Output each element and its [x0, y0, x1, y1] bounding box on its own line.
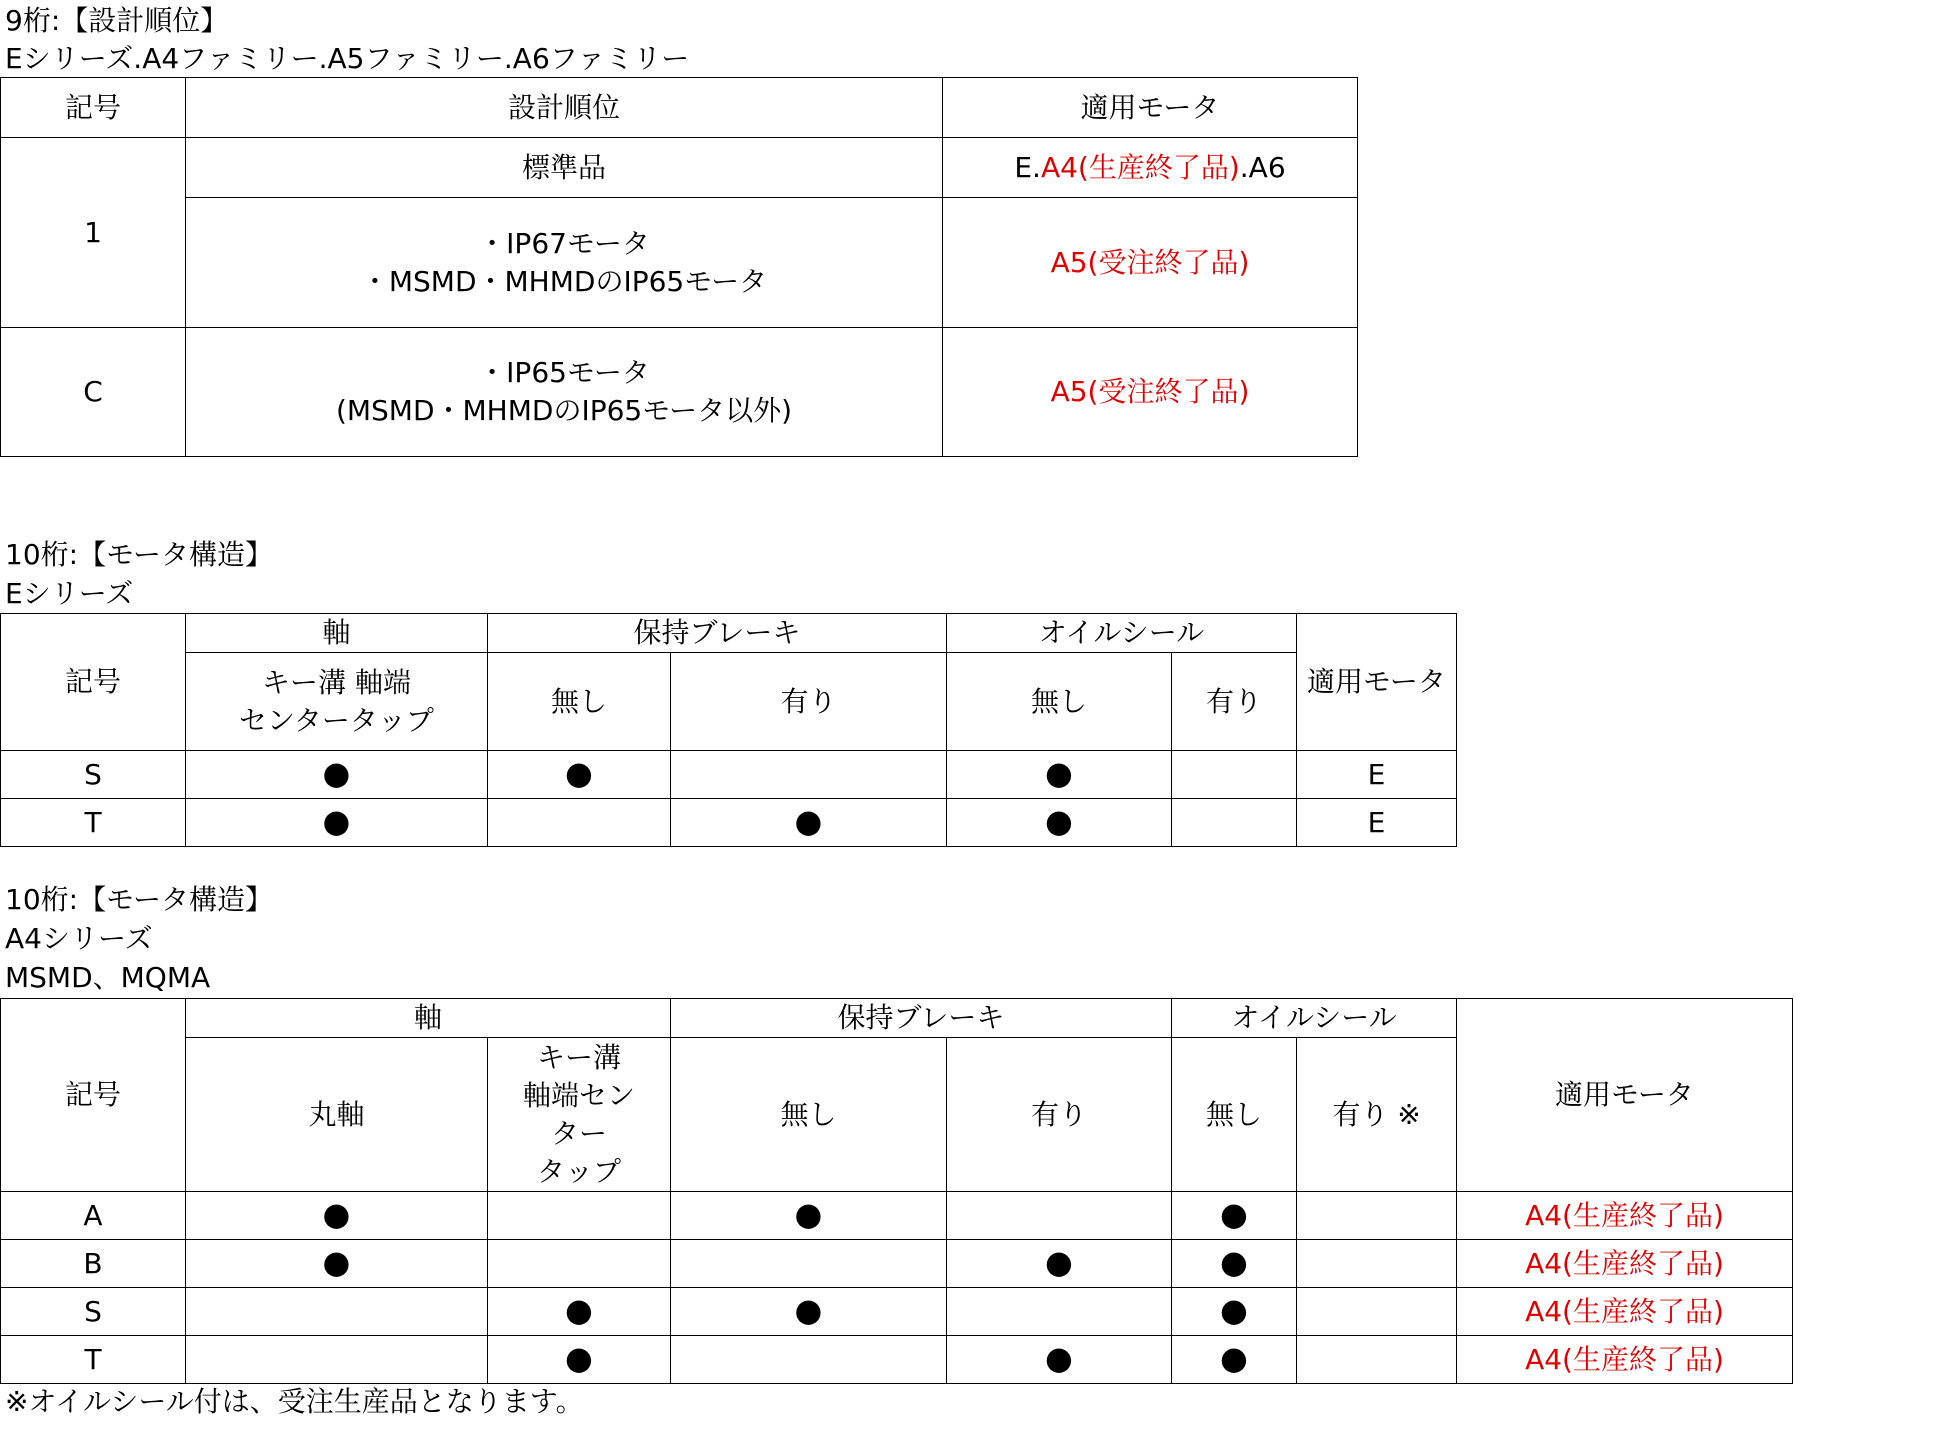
motor-cell: A4(生産終了品)	[1457, 1288, 1793, 1336]
table-row	[1, 1192, 1793, 1240]
section1-subtitle: Eシリーズ.A4ファミリー.A5ファミリー.A6ファミリー	[5, 42, 690, 75]
shaft-key-cell: ●	[186, 799, 488, 847]
brake-yes-cell	[671, 751, 947, 799]
symbol-cell: S	[1, 751, 186, 799]
brake-no-cell: ●	[488, 751, 671, 799]
header-oil-yes: 有り	[1172, 653, 1297, 751]
header-brake: 保持ブレーキ	[671, 999, 1172, 1038]
shaft-key-cell: ●	[186, 751, 488, 799]
header-shaft: 軸	[186, 999, 671, 1038]
header-brake-no: 無し	[671, 1038, 947, 1192]
header-brake-yes: 有り	[671, 653, 947, 751]
shaft-key-cell	[488, 1192, 671, 1240]
oil-no-cell: ●	[1172, 1192, 1297, 1240]
oil-yes-cell	[1297, 1240, 1457, 1288]
header-brake-no: 無し	[488, 653, 671, 751]
header-oil-no: 無し	[1172, 1038, 1297, 1192]
motor-cell: E	[1297, 799, 1457, 847]
section2-subtitle: Eシリーズ	[5, 577, 134, 610]
header-motor: 適用モータ	[943, 78, 1358, 138]
motor-cell: A4(生産終了品)	[1457, 1192, 1793, 1240]
design-order-table	[0, 77, 1358, 457]
header-motor: 適用モータ	[1457, 999, 1793, 1192]
table-row	[1, 1288, 1793, 1336]
table-row	[1, 751, 1457, 799]
motor-cell: A5(受注終了品)	[943, 198, 1358, 328]
oil-no-cell: ●	[1172, 1336, 1297, 1384]
header-oil-seal: オイルシール	[947, 614, 1297, 653]
oil-yes-cell	[1297, 1336, 1457, 1384]
header-brake-yes: 有り	[947, 1038, 1172, 1192]
brake-yes-cell	[947, 1192, 1172, 1240]
header-symbol: 記号	[1, 78, 186, 138]
oil-no-cell: ●	[947, 799, 1172, 847]
motor-cell: A5(受注終了品)	[943, 328, 1358, 457]
e-series-structure-table	[0, 613, 1457, 847]
design-cell: ・IP65モータ (MSMD・MHMDのIP65モータ以外)	[186, 328, 943, 457]
brake-no-cell	[671, 1336, 947, 1384]
symbol-cell: T	[1, 799, 186, 847]
header-shaft: 軸	[186, 614, 488, 653]
symbol-cell: T	[1, 1336, 186, 1384]
symbol-cell: S	[1, 1288, 186, 1336]
oil-yes-cell	[1297, 1192, 1457, 1240]
header-motor: 適用モータ	[1297, 614, 1457, 751]
header-shaft-round: 丸軸	[186, 1038, 488, 1192]
header-oil-yes: 有り ※	[1297, 1038, 1457, 1192]
section3-title: 10桁:【モータ構造】	[5, 883, 273, 916]
table-row	[1, 1240, 1793, 1288]
section2-title: 10桁:【モータ構造】	[5, 538, 273, 571]
section3-subtitle: A4シリーズ	[5, 922, 153, 955]
header-symbol: 記号	[1, 999, 186, 1192]
brake-yes-cell: ●	[671, 799, 947, 847]
footnote: ※オイルシール付は、受注生産品となります。	[5, 1385, 584, 1418]
motor-cell: A4(生産終了品)	[1457, 1336, 1793, 1384]
header-design-order: 設計順位	[186, 78, 943, 138]
a4-series-structure-table	[0, 998, 1793, 1384]
table-row	[1, 1336, 1793, 1384]
header-shaft-key: キー溝 軸端 センタータップ	[186, 653, 488, 751]
brake-yes-cell: ●	[947, 1336, 1172, 1384]
oil-yes-cell	[1172, 799, 1297, 847]
design-cell: ・IP67モータ ・MSMD・MHMDのIP65モータ	[186, 198, 943, 328]
design-cell: 標準品	[186, 138, 943, 198]
shaft-round-cell: ●	[186, 1192, 488, 1240]
motor-cell: E.A4(生産終了品).A6	[943, 138, 1358, 198]
shaft-key-cell: ●	[488, 1288, 671, 1336]
oil-no-cell: ●	[1172, 1240, 1297, 1288]
symbol-cell: B	[1, 1240, 186, 1288]
shaft-round-cell	[186, 1336, 488, 1384]
shaft-key-cell	[488, 1240, 671, 1288]
brake-no-cell: ●	[671, 1192, 947, 1240]
section3-subtitle2: MSMD、MQMA	[5, 961, 211, 994]
oil-yes-cell	[1172, 751, 1297, 799]
brake-no-cell	[671, 1240, 947, 1288]
shaft-round-cell: ●	[186, 1240, 488, 1288]
header-shaft-key: キー溝 軸端セン ター タップ	[488, 1038, 671, 1192]
oil-no-cell: ●	[1172, 1288, 1297, 1336]
symbol-cell: A	[1, 1192, 186, 1240]
symbol-cell: 1	[1, 138, 186, 328]
header-oil-seal: オイルシール	[1172, 999, 1457, 1038]
shaft-key-cell: ●	[488, 1336, 671, 1384]
brake-no-cell: ●	[671, 1288, 947, 1336]
brake-yes-cell	[947, 1288, 1172, 1336]
header-symbol: 記号	[1, 614, 186, 751]
oil-yes-cell	[1297, 1288, 1457, 1336]
header-brake: 保持ブレーキ	[488, 614, 947, 653]
header-oil-no: 無し	[947, 653, 1172, 751]
motor-cell: A4(生産終了品)	[1457, 1240, 1793, 1288]
section1-title: 9桁:【設計順位】	[5, 4, 229, 37]
symbol-cell: C	[1, 328, 186, 457]
motor-cell: E	[1297, 751, 1457, 799]
shaft-round-cell	[186, 1288, 488, 1336]
oil-no-cell: ●	[947, 751, 1172, 799]
table-row	[1, 799, 1457, 847]
brake-no-cell	[488, 799, 671, 847]
brake-yes-cell: ●	[947, 1240, 1172, 1288]
